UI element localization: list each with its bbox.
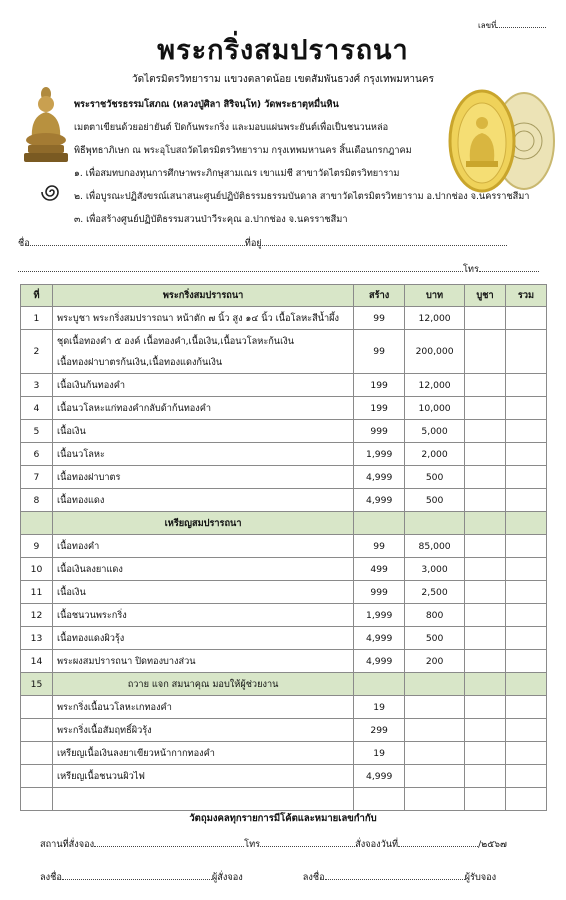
table-row	[21, 742, 547, 765]
row-item: พระกริ่งเนื้อสัมฤทธิ์ผิวรุ้ง	[52, 719, 353, 742]
row-price: 2,000	[405, 443, 465, 466]
row-order-cell[interactable]	[465, 627, 506, 650]
order-place-row	[40, 837, 507, 852]
row-order-cell[interactable]	[465, 581, 506, 604]
table-row	[21, 489, 547, 512]
table-row	[21, 581, 547, 604]
intro-line-3: พิธีพุทธาภิเษก ณ พระอุโบสถวัดไตรมิตรวิทยาราม กรุงเทพมหานคร สิ้นเดือนกรกฎาคม	[74, 145, 412, 156]
row-order-cell[interactable]	[465, 558, 506, 581]
row-qty: 999	[354, 420, 405, 443]
name-label: ชื่อ	[18, 238, 30, 249]
row-total-cell[interactable]	[506, 466, 547, 489]
coin-section-title: เหรียญสมปรารถนา	[52, 512, 353, 535]
row-item: เนื้อทองคำ	[52, 535, 353, 558]
coin-section-header	[21, 512, 547, 535]
row-total-cell[interactable]	[506, 374, 547, 397]
gold-medal-image	[438, 85, 556, 195]
row-price: 85,000	[405, 535, 465, 558]
row-price: 200	[405, 650, 465, 673]
row-item: เหรียญเนื้อเงินลงยาเขียวหน้ากากทองคำ	[52, 742, 353, 765]
row-total-cell[interactable]	[506, 489, 547, 512]
row-order-cell[interactable]	[465, 466, 506, 489]
doc-number-label: เลขที่	[478, 21, 497, 30]
row-qty: 99	[354, 535, 405, 558]
buddha-statue-image	[20, 82, 72, 164]
row-item: เหรียญเนื้อชนวนผิวไฟ	[52, 765, 353, 788]
row-price: 12,000	[405, 307, 465, 330]
row-no: 1	[21, 307, 53, 330]
row-order-cell[interactable]	[465, 650, 506, 673]
row-no: 7	[21, 466, 53, 489]
row-no: 14	[21, 650, 53, 673]
row-price: 10,000	[405, 397, 465, 420]
signature-row	[40, 870, 496, 885]
row-qty: 999	[354, 581, 405, 604]
temple-address: วัดไตรมิตรวิทยาราม แขวงตลาดน้อย เขตสัมพันธวงศ์ กรุงเทพมหานคร	[132, 74, 434, 85]
orderer-signature-field[interactable]	[62, 871, 212, 880]
gift-section-title: ถวาย แจก สมนาคุณ มอบให้ผู้ช่วยงาน	[52, 673, 353, 696]
address-label: ที่อยู่	[244, 238, 262, 249]
row-qty: 299	[354, 719, 405, 742]
intro-line-4: ๑. เพื่อสมทบกองทุนการศึกษาพระภิกษุสามเณร เขาแม่ชี สาขาวัดไตรมิตรวิทยาราม	[74, 168, 400, 179]
col-no-header: ที่	[21, 285, 53, 307]
row-item-line-2: เนื้อทองฝาบาตรก้นเงิน,เนื้อทองแดงก้นเงิน	[56, 356, 223, 368]
row-qty: 4,999	[354, 489, 405, 512]
name-field[interactable]	[30, 237, 245, 246]
row-no: 15	[21, 673, 53, 696]
col-item-header: พระกริ่งสมปรารถนา	[52, 285, 353, 307]
row-total-cell[interactable]	[506, 581, 547, 604]
footer-phone-label: โทร	[244, 839, 261, 850]
intro-line-1: พระราชวัชรธรรมโสภณ (หลวงปู่ศิลา สิริจนฺโท) วัดพระธาตุหมื่นหิน	[74, 99, 339, 110]
row-qty: 19	[354, 696, 405, 719]
row-total-cell[interactable]	[506, 420, 547, 443]
row-price: 500	[405, 627, 465, 650]
row-qty: 4,999	[354, 627, 405, 650]
row-qty: 99	[354, 307, 405, 330]
orderer-label: ผู้สั่งจอง	[211, 872, 243, 883]
table-row	[21, 420, 547, 443]
row-item: เนื้อทองแดงผิวรุ้ง	[52, 627, 353, 650]
date-field[interactable]	[398, 838, 478, 847]
row-order-cell[interactable]	[465, 420, 506, 443]
table-row	[21, 535, 547, 558]
row-item-line-1: ชุดเนื้อทองคำ ๕ องค์ เนื้อทองคำ,เนื้อเงิน,เนื้อนวโลหะก้นเงิน	[56, 335, 294, 347]
table-row	[21, 330, 547, 374]
intro-line-5: ๒. เพื่อบูรณะปฏิสังขรณ์เสนาสนะศูนย์ปฏิบัติธรรมธรรมบันดาล สาขาวัดไตรมิตรวิทยาราม อ.ปากช่อง จ.นครราชสีมา	[74, 191, 530, 202]
page-title: พระกริ่งสมปรารถนา	[157, 35, 409, 66]
col-qty-header: สร้าง	[354, 285, 405, 307]
table-row	[21, 307, 547, 330]
col-order-header: บูชา	[465, 285, 506, 307]
col-total-header: รวม	[506, 285, 547, 307]
col-price-header: บาท	[405, 285, 465, 307]
phone-row	[18, 262, 539, 277]
table-row	[21, 696, 547, 719]
row-no: 3	[21, 374, 53, 397]
row-price: 500	[405, 466, 465, 489]
row-total-cell[interactable]	[506, 627, 547, 650]
row-order-cell[interactable]	[465, 443, 506, 466]
row-total-cell[interactable]	[506, 443, 547, 466]
spiral-logo-icon	[40, 180, 64, 204]
table-header	[21, 285, 547, 307]
row-qty: 199	[354, 397, 405, 420]
receiver-signature-field[interactable]	[325, 871, 465, 880]
row-price: 200,000	[405, 330, 465, 374]
row-item: พระผงสมปรารถนา ปิดทองบางส่วน	[52, 650, 353, 673]
sign-label-receiver: ลงชื่อ	[302, 872, 325, 883]
row-order-cell[interactable]	[465, 374, 506, 397]
row-price: 3,000	[405, 558, 465, 581]
row-no: 6	[21, 443, 53, 466]
total-order-cell[interactable]	[465, 788, 506, 811]
row-order-cell[interactable]	[465, 489, 506, 512]
row-total-cell[interactable]	[506, 558, 547, 581]
grand-total-cell[interactable]	[506, 788, 547, 811]
row-item: เนื้อเงิน	[52, 581, 353, 604]
row-item: เนื้อเงินก้นทองคำ	[52, 374, 353, 397]
year-label: /๒๕๖๗	[478, 839, 507, 850]
sign-label-orderer: ลงชื่อ	[40, 872, 62, 883]
table-row	[21, 558, 547, 581]
row-order-cell[interactable]	[465, 330, 506, 374]
row-no: 12	[21, 604, 53, 627]
row-qty: 4,999	[354, 650, 405, 673]
row-no: 13	[21, 627, 53, 650]
row-total-cell[interactable]	[506, 330, 547, 374]
address-field[interactable]	[262, 237, 507, 246]
table-row	[21, 374, 547, 397]
row-price: 800	[405, 604, 465, 627]
place-label: สถานที่สั่งจอง	[40, 839, 95, 850]
intro-line-6: ๓. เพื่อสร้างศูนย์ปฏิบัติธรรมสวนป่าวีระคุณ อ.ปากช่อง จ.นครราชสีมา	[74, 214, 348, 225]
row-total-cell[interactable]	[506, 604, 547, 627]
row-qty: 4,999	[354, 466, 405, 489]
row-item: เนื้อทองฝาบาตร	[52, 466, 353, 489]
row-total-cell[interactable]	[506, 397, 547, 420]
table-total-row	[21, 788, 547, 811]
table-row	[21, 397, 547, 420]
footer-note: วัตถุมงคลทุกรายการมีโค้ตและหมายเลขกำกับ	[189, 813, 377, 824]
table-row	[21, 650, 547, 673]
row-order-cell[interactable]	[465, 535, 506, 558]
row-price: 500	[405, 489, 465, 512]
footer-phone-field[interactable]	[260, 838, 355, 847]
row-no: 10	[21, 558, 53, 581]
row-order-cell[interactable]	[465, 604, 506, 627]
row-item: เนื้อทองแดง	[52, 489, 353, 512]
date-label: สั่งจองวันที่	[355, 839, 399, 850]
table-row	[21, 719, 547, 742]
row-item	[52, 330, 353, 374]
row-qty: 4,999	[354, 765, 405, 788]
row-qty: 19	[354, 742, 405, 765]
table-row	[21, 443, 547, 466]
doc-number-field[interactable]	[496, 19, 546, 28]
receiver-label: ผู้รับจอง	[464, 872, 497, 883]
row-item: เนื้อชนวนพระกริ่ง	[52, 604, 353, 627]
row-total-cell[interactable]	[506, 535, 547, 558]
table-row	[21, 765, 547, 788]
row-order-cell[interactable]	[465, 307, 506, 330]
phone-label: โทร	[463, 264, 479, 275]
row-qty: 99	[354, 330, 405, 374]
address-line-2-field[interactable]	[18, 263, 463, 272]
row-item: เนื้อนวโลหะแก่ทองคำกลับด้าก้นทองคำ	[52, 397, 353, 420]
row-price: 2,500	[405, 581, 465, 604]
row-total-cell[interactable]	[506, 307, 547, 330]
row-qty: 199	[354, 374, 405, 397]
order-table	[20, 284, 547, 811]
table-row	[21, 466, 547, 489]
row-total-cell[interactable]	[506, 650, 547, 673]
row-item: พระบูชา พระกริ่งสมปรารถนา หน้าตัก ๗ นิ้ว สูง ๑๔ นิ้ว เนื้อโลหะสีน้ำผึ้ง	[52, 307, 353, 330]
table-row	[21, 627, 547, 650]
phone-field[interactable]	[479, 263, 539, 272]
row-no: 11	[21, 581, 53, 604]
row-no: 8	[21, 489, 53, 512]
row-price: 5,000	[405, 420, 465, 443]
row-item: เนื้อเงินลงยาแดง	[52, 558, 353, 581]
row-qty: 1,999	[354, 443, 405, 466]
row-no: 5	[21, 420, 53, 443]
row-price: 12,000	[405, 374, 465, 397]
table-row	[21, 604, 547, 627]
row-item: เนื้อนวโลหะ	[52, 443, 353, 466]
row-item: พระกริ่งเนื้อนวโลหะเกทองคำ	[52, 696, 353, 719]
row-no: 2	[21, 330, 53, 374]
intro-line-2: เมตตาเขียนด้วยอย่ายันต์ ปิดก้นพระกริ่ง และมอบแผ่นพระยันต์เพื่อเป็นชนวนหล่อ	[74, 122, 389, 133]
row-item: เนื้อเงิน	[52, 420, 353, 443]
row-qty: 1,999	[354, 604, 405, 627]
row-qty: 499	[354, 558, 405, 581]
row-no: 4	[21, 397, 53, 420]
row-no: 9	[21, 535, 53, 558]
name-address-row	[18, 236, 507, 251]
gift-section-header	[21, 673, 547, 696]
place-field[interactable]	[94, 838, 244, 847]
row-order-cell[interactable]	[465, 397, 506, 420]
